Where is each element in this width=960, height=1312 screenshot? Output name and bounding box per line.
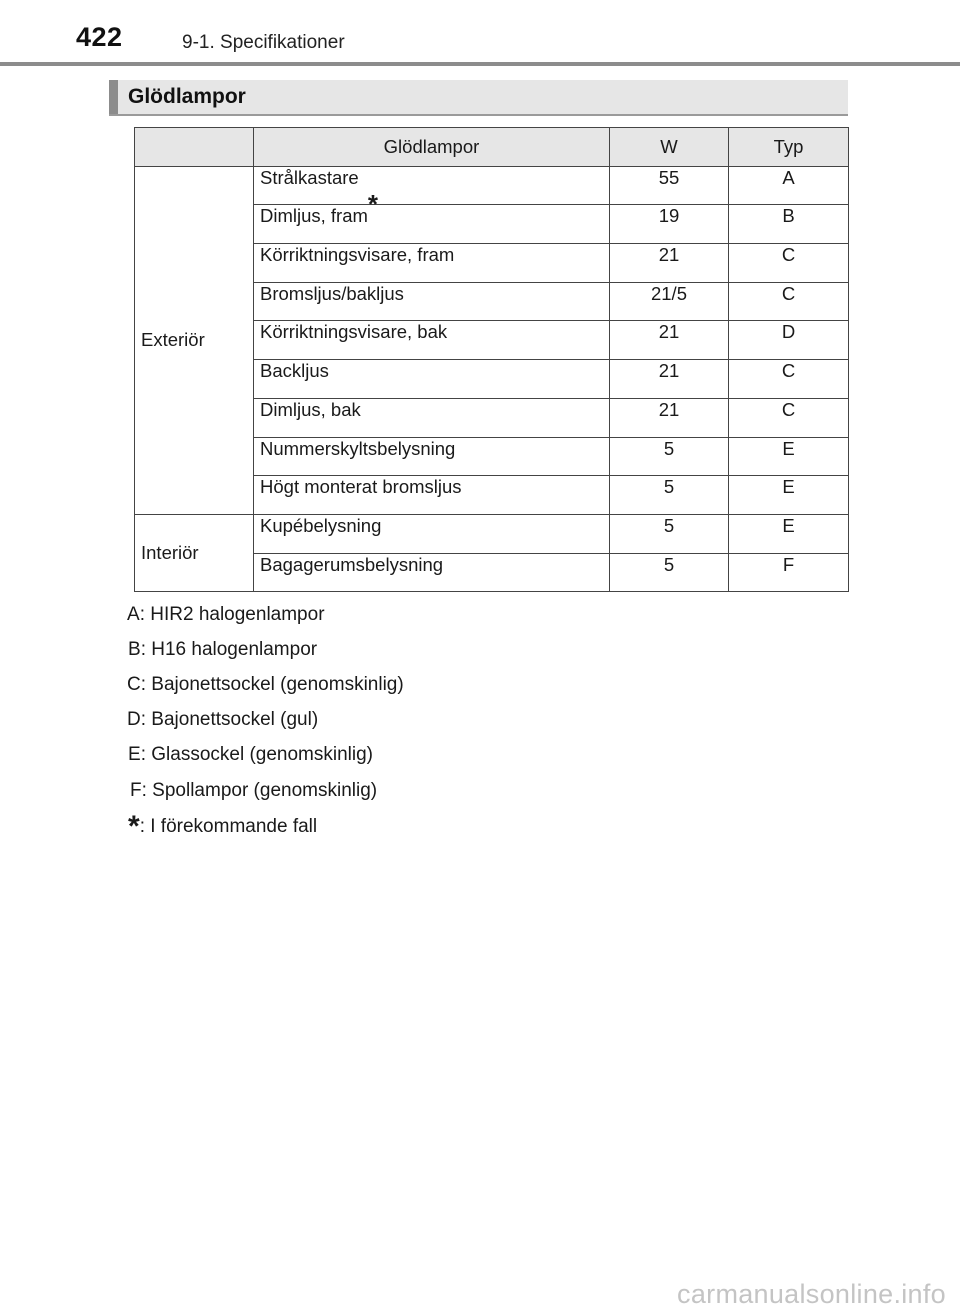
legend-item: D: Bajonettsockel (gul): [127, 709, 319, 730]
bulb-watt: 5: [610, 553, 729, 592]
legend-text: Bajonettsockel (genomskinlig): [151, 674, 404, 695]
legend-key: C: [127, 674, 141, 695]
bulb-name: Nummerskyltsbelysning: [254, 437, 610, 476]
bulb-type: B: [729, 205, 849, 244]
bulb-type: C: [729, 244, 849, 283]
legend-text: Bajonettsockel (gul): [151, 709, 319, 730]
legend-item: B: H16 halogenlampor: [128, 639, 318, 660]
bulb-name: Strålkastare: [254, 166, 610, 205]
bulb-watt: 19: [610, 205, 729, 244]
page-number: 422: [76, 22, 123, 52]
bulb-watt: 21/5: [610, 282, 729, 321]
bulb-watt: 5: [610, 514, 729, 553]
legend-text: Glassockel (genomskinlig): [151, 744, 373, 765]
legend-item: E: Glassockel (genomskinlig): [128, 744, 373, 765]
bulb-name: Bagagerumsbelysning: [254, 553, 610, 592]
chapter-title: 9-1. Specifikationer: [182, 32, 345, 53]
bulb-name: Dimljus, bak: [254, 398, 610, 437]
header-cell-bulbs: Glödlampor: [254, 128, 610, 167]
bulb-type: E: [729, 514, 849, 553]
bulb-type: D: [729, 321, 849, 360]
bulb-name-cell: [254, 189, 610, 244]
table-row: [135, 166, 849, 205]
legend-key: E: [128, 744, 141, 765]
bulb-watt: 21: [610, 244, 729, 283]
header-cell-blank: [135, 128, 254, 167]
legend-key: B: [128, 639, 141, 660]
bulb-type: C: [729, 398, 849, 437]
header-cell-watt: W: [610, 128, 729, 167]
section-heading: [109, 80, 848, 116]
bulb-name: Backljus: [254, 360, 610, 399]
group-label-interior: Interiör: [135, 514, 254, 591]
legend-key: A: [127, 604, 140, 625]
footnote-marker: *: [367, 189, 379, 220]
table-row: [135, 514, 849, 553]
bulb-watt: 21: [610, 321, 729, 360]
legend-item: F: Spollampor (genomskinlig): [130, 780, 378, 801]
legend-text: HIR2 halogenlampor: [150, 604, 325, 625]
bulb-watt: 55: [610, 166, 729, 205]
legend-key: F: [130, 780, 142, 801]
bulb-name: Körriktningsvisare, bak: [254, 321, 610, 360]
bulb-type: E: [729, 476, 849, 515]
legend-key: D: [127, 709, 141, 730]
bulb-name: Högt monterat bromsljus: [254, 476, 610, 515]
bulb-name: Bromsljus/bakljus: [254, 282, 610, 321]
bulb-type: C: [729, 282, 849, 321]
header-rule: [0, 62, 960, 66]
table-header-row: [135, 128, 849, 167]
section-title: Glödlampor: [128, 85, 246, 108]
watermark: carmanualsonline.info: [677, 1279, 946, 1309]
bulb-watt: 5: [610, 437, 729, 476]
bulb-name: Kupébelysning: [254, 514, 610, 553]
legend-item: *: I förekommande fall: [128, 810, 318, 843]
bulb-watt: 21: [610, 398, 729, 437]
bulb-type: A: [729, 166, 849, 205]
header-cell-type: Typ: [729, 128, 849, 167]
legend-item: C: Bajonettsockel (genomskinlig): [127, 674, 404, 695]
bulb-watt: 21: [610, 360, 729, 399]
bulb-type: F: [729, 553, 849, 592]
bulb-type: C: [729, 360, 849, 399]
group-label-exterior: Exteriör: [135, 166, 254, 514]
bulb-type: E: [729, 437, 849, 476]
legend-text: I förekommande fall: [150, 816, 318, 837]
bulb-name: Körriktningsvisare, fram: [254, 244, 610, 283]
section-heading-bar: [109, 80, 118, 114]
bulb-watt: 5: [610, 476, 729, 515]
bulb-table: [134, 127, 849, 592]
legend-item: A: HIR2 halogenlampor: [127, 604, 325, 625]
bulb-name: Dimljus, fram: [260, 205, 368, 227]
legend-text: Spollampor (genomskinlig): [152, 780, 378, 801]
legend-text: H16 halogenlampor: [151, 639, 318, 660]
page-header: [0, 0, 960, 66]
